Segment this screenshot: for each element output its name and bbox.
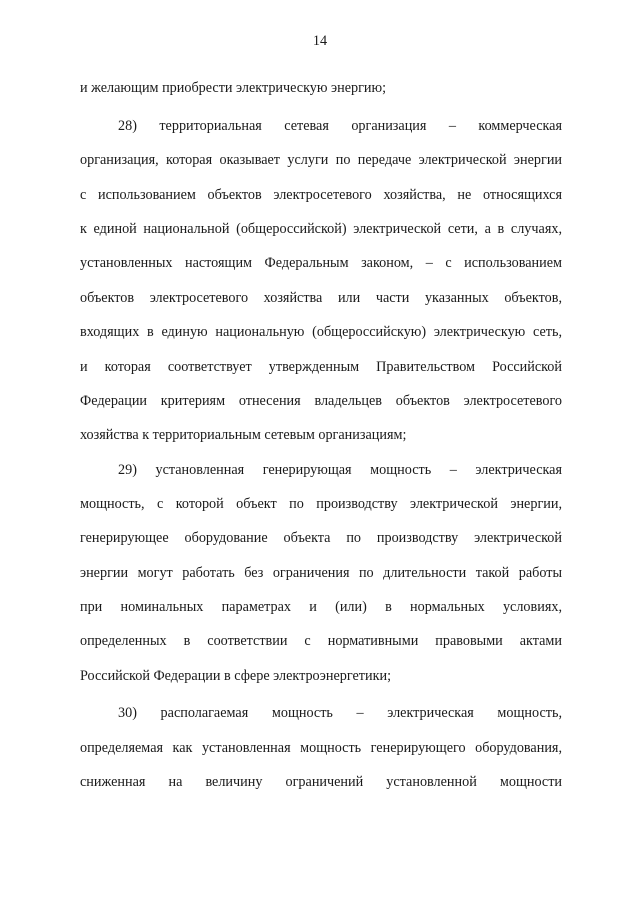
text-line: Российской Федерации в сфере электроэнергетики; bbox=[80, 668, 392, 684]
text-line: Федерации критериям отнесения владельцев объектов электросетевого bbox=[80, 393, 562, 409]
text-line: и желающим приобрести электрическую энергию; bbox=[80, 80, 387, 96]
text-line: организация, которая оказывает услуги по передаче электрической энергии bbox=[80, 152, 562, 168]
text-line: определенных в соответствии с нормативными правовыми актами bbox=[80, 633, 562, 649]
text-line: и которая соответствует утвержденным Правительством Российской bbox=[80, 359, 562, 375]
text-line: установленных настоящим Федеральным законом, – с использованием bbox=[80, 255, 562, 271]
text-line: входящих в единую национальную (общероссийскую) электрическую сеть, bbox=[80, 324, 562, 340]
text-line: 28) территориальная сетевая организация – коммерческая bbox=[118, 118, 562, 134]
text-line: хозяйства к территориальным сетевым организациям; bbox=[80, 427, 407, 443]
text-line: определяемая как установленная мощность генерирующего оборудования, bbox=[80, 740, 562, 756]
text-line: энергии могут работать без ограничения по длительности такой работы bbox=[80, 565, 562, 581]
page-number: 14 bbox=[312, 33, 328, 49]
text-line: при номинальных параметрах и (или) в нормальных условиях, bbox=[80, 599, 562, 615]
text-line: с использованием объектов электросетевого хозяйства, не относящихся bbox=[80, 187, 562, 203]
text-line: объектов электросетевого хозяйства или части указанных объектов, bbox=[80, 290, 562, 306]
text-line: сниженная на величину ограничений установленной мощности bbox=[80, 774, 562, 790]
text-line: 30) располагаемая мощность – электрическая мощность, bbox=[118, 705, 562, 721]
text-line: 29) установленная генерирующая мощность – электрическая bbox=[118, 462, 562, 478]
text-line: мощность, с которой объект по производству электрической энергии, bbox=[80, 496, 562, 512]
text-line: генерирующее оборудование объекта по производству электрической bbox=[80, 530, 562, 546]
text-line: к единой национальной (общероссийской) электрической сети, а в случаях, bbox=[80, 221, 562, 237]
